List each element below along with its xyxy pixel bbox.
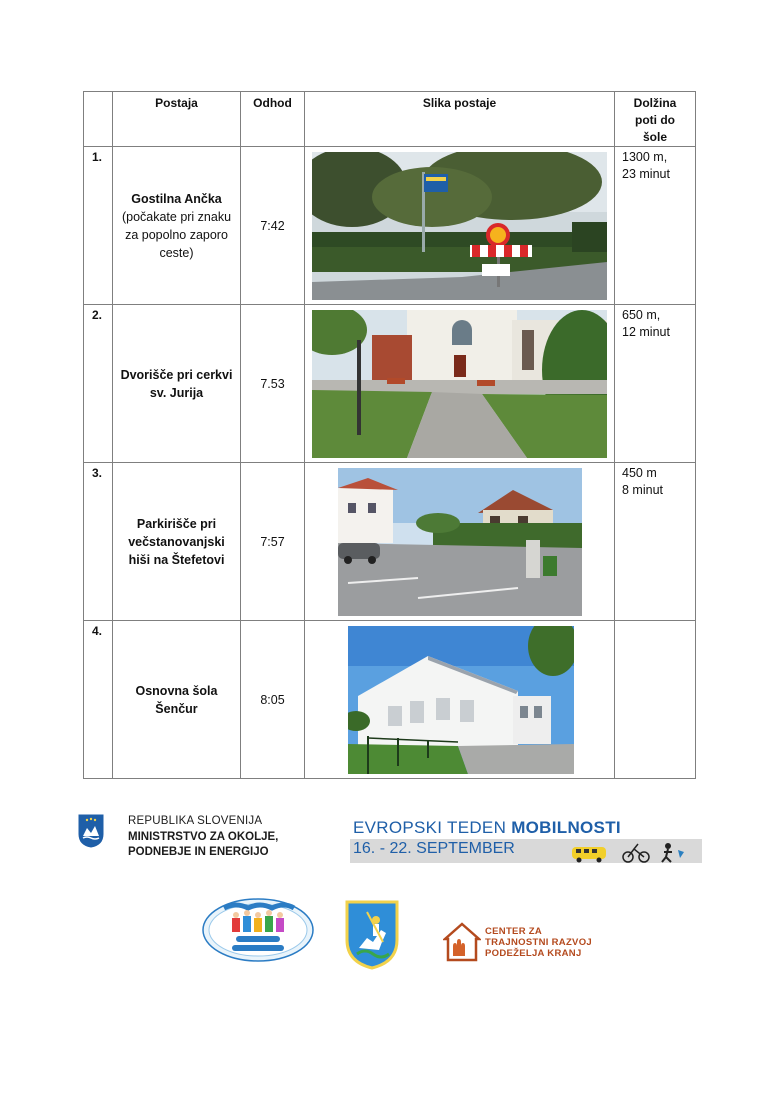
transport-icons bbox=[568, 840, 702, 864]
center-line-1: CENTER ZA bbox=[485, 926, 543, 937]
restaurant-stop-photo bbox=[312, 152, 607, 300]
stop-cell bbox=[113, 463, 241, 621]
pedestrian-icon bbox=[662, 843, 684, 862]
distance-text: 1300 m, 23 minut bbox=[622, 150, 670, 181]
school-logo bbox=[202, 898, 314, 962]
stop-name: Osnovna šola Šenčur bbox=[135, 683, 218, 716]
table-row bbox=[84, 305, 696, 463]
departure-time: 8:05 bbox=[260, 692, 285, 707]
church-courtyard-photo bbox=[312, 310, 607, 458]
table-header-row bbox=[84, 92, 696, 147]
departure-cell bbox=[241, 147, 305, 305]
departure-time: 7.53 bbox=[260, 376, 285, 391]
table-row bbox=[84, 147, 696, 305]
row-number-cell bbox=[84, 305, 113, 463]
house-hands-icon bbox=[443, 922, 481, 962]
header-departure: Odhod bbox=[241, 92, 305, 147]
banner-title-bold: MOBILNOSTI bbox=[511, 818, 621, 837]
row-number-cell bbox=[84, 463, 113, 621]
stop-cell bbox=[113, 147, 241, 305]
distance-text: 450 m 8 minut bbox=[622, 466, 663, 497]
departure-time: 7:42 bbox=[260, 218, 285, 233]
photo-cell bbox=[305, 621, 615, 779]
stop-text bbox=[113, 366, 240, 402]
stop-cell bbox=[113, 305, 241, 463]
row-number-cell bbox=[84, 147, 113, 305]
header-distance-label: Dolžina poti do šole bbox=[633, 96, 677, 144]
stop-name: Gostilna Ančka bbox=[131, 191, 222, 206]
distance-cell bbox=[615, 463, 696, 621]
rural-development-center-logo bbox=[443, 920, 593, 964]
header-number bbox=[84, 92, 113, 147]
stop-text bbox=[113, 682, 240, 718]
distance-cell bbox=[615, 147, 696, 305]
departure-cell bbox=[241, 621, 305, 779]
ministry-name bbox=[128, 814, 278, 861]
stop-cell bbox=[113, 621, 241, 779]
parking-lot-photo bbox=[338, 468, 582, 616]
center-line-2: TRAJNOSTNI RAZVOJ bbox=[485, 937, 592, 948]
banner-dates: 16. - 22. SEPTEMBER bbox=[353, 840, 515, 857]
bicycle-icon bbox=[623, 844, 649, 862]
stop-note: (počakate pri znaku za popolno zaporo ceste) bbox=[121, 209, 232, 260]
banner-title bbox=[353, 818, 621, 838]
row-number-cell bbox=[84, 621, 113, 779]
bus-route-table bbox=[83, 91, 696, 779]
banner-title-prefix: EVROPSKI TEDEN bbox=[353, 818, 512, 837]
table-row bbox=[84, 621, 696, 779]
departure-time: 7:57 bbox=[260, 534, 285, 549]
stop-text bbox=[113, 515, 240, 569]
table-row bbox=[84, 463, 696, 621]
ministry-line-3: PODNEBJE IN ENERGIJO bbox=[128, 846, 269, 858]
distance-cell bbox=[615, 305, 696, 463]
ministry-line-2: MINISTRSTVO ZA OKOLJE, bbox=[128, 830, 279, 843]
slovenia-crest-icon bbox=[78, 814, 104, 848]
row-number: 4. bbox=[92, 624, 103, 638]
departure-cell bbox=[241, 463, 305, 621]
stop-text bbox=[113, 190, 240, 262]
distance-text bbox=[615, 621, 695, 623]
header-stop: Postaja bbox=[113, 92, 241, 147]
row-number: 3. bbox=[92, 466, 103, 480]
header-photo: Slika postaje bbox=[305, 92, 615, 147]
school-building-photo bbox=[348, 626, 574, 774]
center-name bbox=[485, 926, 592, 959]
ministry-line-1: REPUBLIKA SLOVENIJA bbox=[128, 815, 263, 827]
european-mobility-week-logo bbox=[350, 818, 702, 864]
photo-cell bbox=[305, 463, 615, 621]
photo-cell bbox=[305, 305, 615, 463]
row-number: 1. bbox=[92, 150, 103, 164]
photo-cell bbox=[305, 147, 615, 305]
center-line-3: PODEŽELJA KRANJ bbox=[485, 948, 582, 959]
municipality-coat-of-arms-icon bbox=[345, 900, 399, 970]
row-number: 2. bbox=[92, 308, 103, 322]
stop-name: Parkirišče pri večstanovanjski hiši na Štefetovi bbox=[128, 516, 225, 567]
departure-cell bbox=[241, 305, 305, 463]
distance-text: 650 m, 12 minut bbox=[622, 308, 670, 339]
distance-cell bbox=[615, 621, 696, 779]
header-distance bbox=[615, 92, 696, 147]
ministry-logo bbox=[78, 812, 308, 868]
stop-name: Dvorišče pri cerkvi sv. Jurija bbox=[120, 367, 233, 400]
